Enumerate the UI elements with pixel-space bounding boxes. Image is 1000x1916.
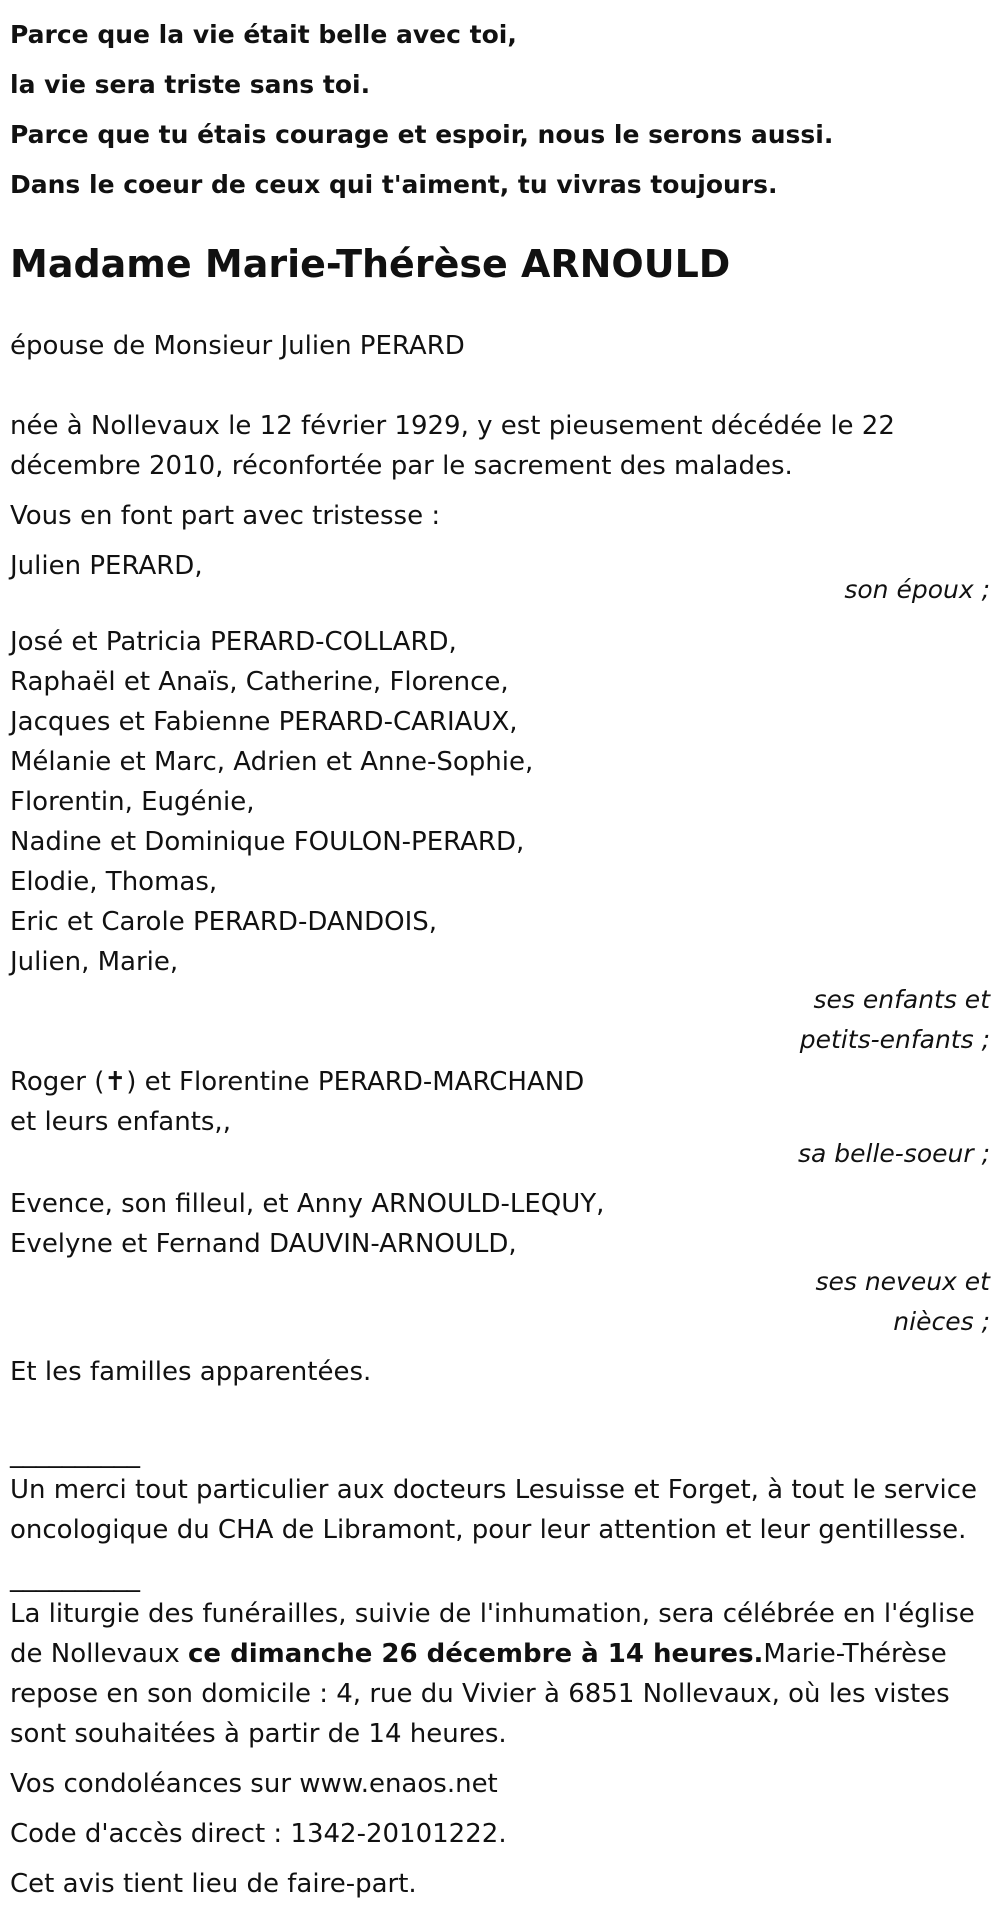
- poem-line: Parce que tu étais courage et espoir, nous le serons aussi.: [10, 120, 834, 149]
- birth-death-text: née à Nollevaux le 12 février 1929, y est pieusement décédée le 22 décembre 2010, réconfortée par le sacrement des malades.: [10, 411, 895, 481]
- relation-label: nièces ;: [893, 1307, 990, 1336]
- family-line: Julien PERARD,: [10, 551, 203, 581]
- poem: [10, 10, 990, 210]
- access-code-line: Code d'accès direct : 1342-20101222.: [10, 1819, 507, 1849]
- family-line: Florentin, Eugénie,: [10, 787, 255, 817]
- deceased-name: Madame Marie-Thérèse ARNOULD: [10, 242, 731, 286]
- relation-label: ses enfants et: [813, 985, 990, 1014]
- obituary-page: [0, 10, 1000, 1916]
- poem-line: Dans le coeur de ceux qui t'aiment, tu vivras toujours.: [10, 170, 778, 199]
- separator: __________: [10, 1563, 140, 1593]
- family-line: Julien, Marie,: [10, 947, 179, 977]
- family-line: Evelyne et Fernand DAUVIN-ARNOULD,: [10, 1229, 517, 1259]
- family-line: et leurs enfants,,: [10, 1107, 231, 1137]
- family-line: Evence, son filleul, et Anny ARNOULD-LEQUY,: [10, 1189, 605, 1219]
- liturgy-text: [10, 1594, 990, 1754]
- relation-label: petits-enfants ;: [799, 1025, 990, 1054]
- family-line: José et Patricia PERARD-COLLARD,: [10, 627, 457, 657]
- family-group-children: [10, 622, 990, 1060]
- family-line: Elodie, Thomas,: [10, 867, 218, 897]
- family-line: Eric et Carole PERARD-DANDOIS,: [10, 907, 438, 937]
- announcement: Vous en font part avec tristesse :: [10, 501, 441, 531]
- family-line: Jacques et Fabienne PERARD-CARIAUX,: [10, 707, 518, 737]
- relation-label: son époux ;: [844, 575, 990, 604]
- relation-label: sa belle-soeur ;: [797, 1139, 990, 1168]
- spouse-line: épouse de Monsieur Julien PERARD: [10, 331, 465, 361]
- separator: __________: [10, 1439, 140, 1469]
- relation-label: ses neveux et: [815, 1267, 990, 1296]
- thanks-text: Un merci tout particulier aux docteurs Lesuisse et Forget, à tout le service oncologique du CHA de Libramont, pour leur attention et leur gentillesse.: [10, 1475, 978, 1545]
- families-line: Et les familles apparentées.: [10, 1357, 372, 1387]
- family-group-sister-in-law: [10, 1062, 990, 1174]
- liturgy-date: ce dimanche 26 décembre à 14 heures.: [188, 1639, 764, 1669]
- liturgy-after: Marie-Thérèse repose en son domicile : 4, rue du Vivier à 6851 Nollevaux, où les vistes sont souhaitées à partir de 14 heures.: [10, 1639, 950, 1749]
- family-line: Roger (✝) et Florentine PERARD-MARCHAND: [10, 1067, 585, 1097]
- liturgy-before: La liturgie des funérailles, suivie de l'inhumation, sera célébrée en l'église de Nollevaux: [10, 1599, 975, 1669]
- family-group-spouse: [10, 546, 990, 610]
- family-group-nephews: [10, 1184, 990, 1342]
- poem-line: Parce que la vie était belle avec toi,: [10, 20, 517, 49]
- poem-line: la vie sera triste sans toi.: [10, 70, 371, 99]
- notice-line: Cet avis tient lieu de faire-part.: [10, 1869, 417, 1899]
- family-line: Raphaël et Anaïs, Catherine, Florence,: [10, 667, 509, 697]
- condolences-line: Vos condoléances sur www.enaos.net: [10, 1769, 498, 1799]
- family-line: Mélanie et Marc, Adrien et Anne-Sophie,: [10, 747, 534, 777]
- family-line: Nadine et Dominique FOULON-PERARD,: [10, 827, 525, 857]
